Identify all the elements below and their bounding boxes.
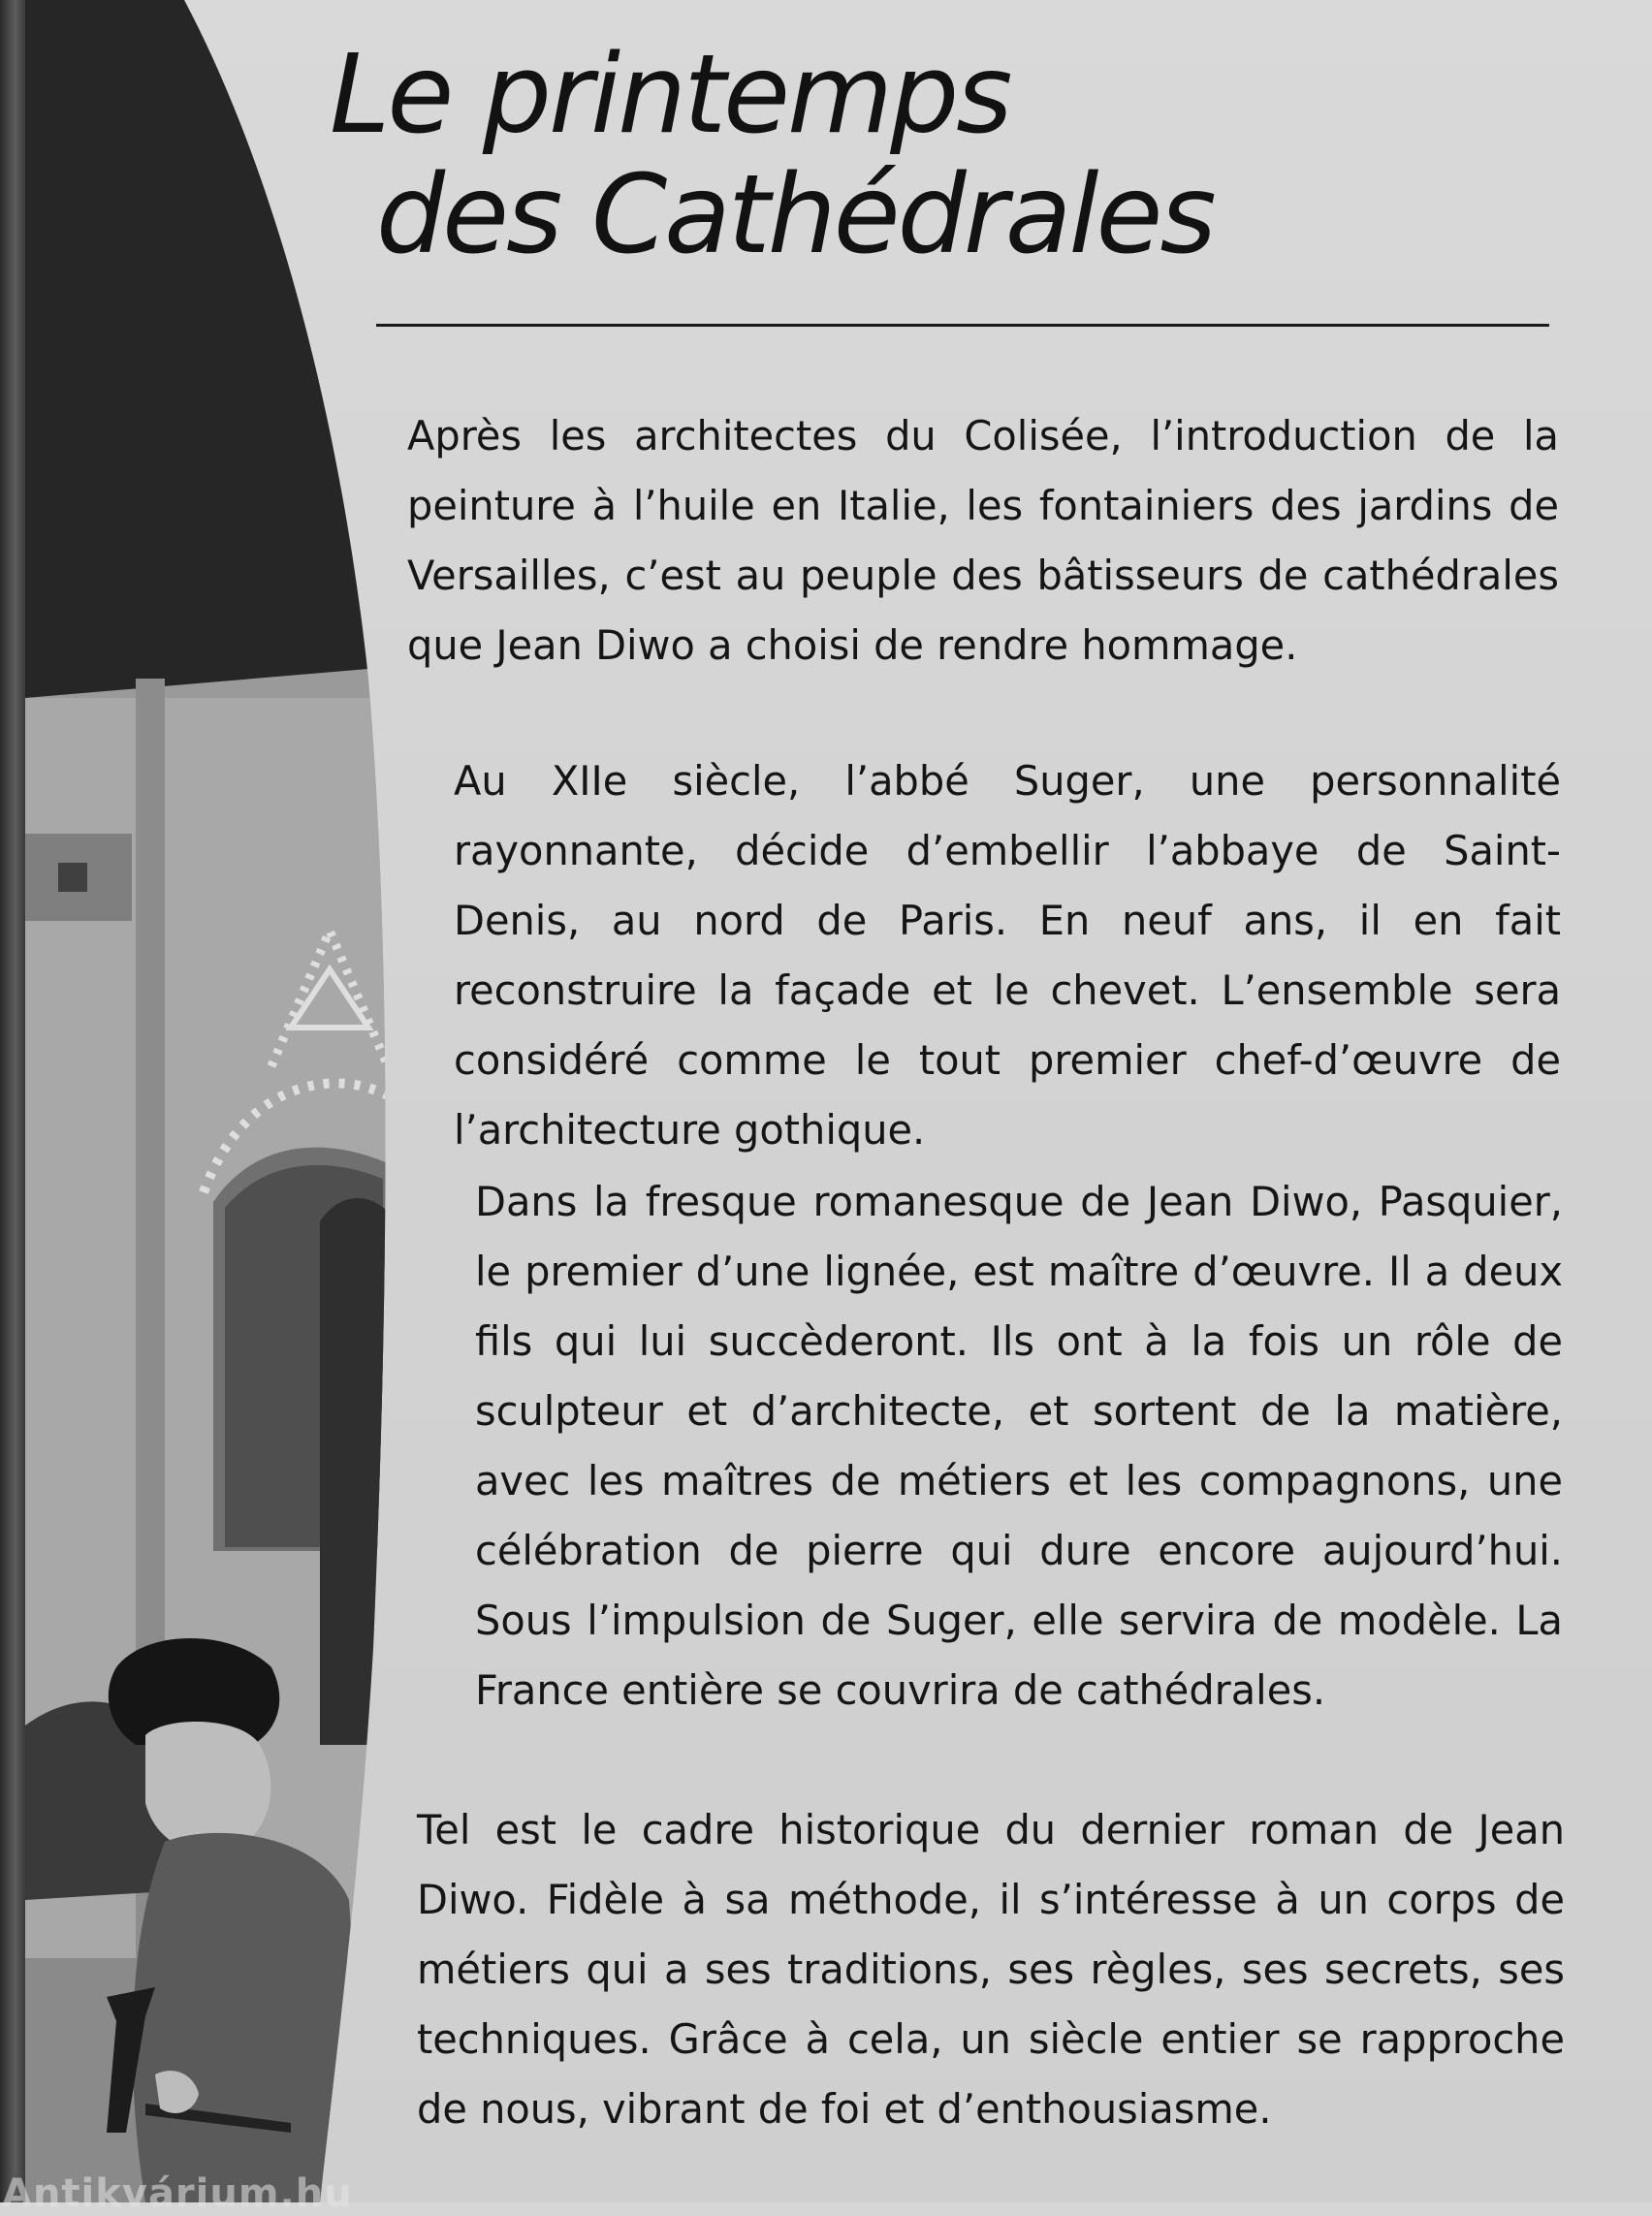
blurb-paragraph-3: Dans la fresque romanesque de Jean Diwo, Pasquier, le premier d’une lignée, est maître d’œuvre. Il a deux fils qui lui succèderont. Ils ont à la fois un rôle de sculpteur et d’architecte, et sortent de la matière, avec les maîtres de métiers et les compagnons, une célébration de pierre qui dure encore aujourd’hui. Sous l’impulsion de Suger, elle servira de modèle. La France entière se couvrira de cathédrales. (475, 1178, 1563, 1714)
title-line-1: Le printemps (330, 32, 1010, 158)
blurb-paragraph-4: Tel est le cadre historique du dernier roman de Jean Diwo. Fidèle à sa méthode, il s’intéresse à un corps de métiers qui a ses traditions, ses règles, ses secrets, ses techniques. Grâce à cela, un siècle entier se rapproche de nous, vibrant de foi et d’enthousiasme. (417, 1806, 1565, 2133)
book-title (330, 32, 1299, 278)
blurb-paragraph-2: Au XIIe siècle, l’abbé Suger, une personnalité rayonnante, décide d’embellir l’abbaye de Saint-Denis, au nord de Paris. En neuf ans, il en fait reconstruire la façade et le chevet. L’ensemble sera considéré comme le tout premier chef-d’œuvre de l’architecture gothique. (454, 757, 1561, 1154)
blurb-paragraph-1: Après les architectes du Colisée, l’introduction de la peinture à l’huile en Italie, les fontainiers des jardins de Versailles, c’est au peuple des bâtisseurs de cathédrales que Jean Diwo a choisi de rendre hommage. (407, 412, 1559, 669)
watermark: Antikvárium.hu (2, 2171, 353, 2216)
title-line-2: des Cathédrales (376, 152, 1214, 278)
title-divider (376, 324, 1549, 327)
